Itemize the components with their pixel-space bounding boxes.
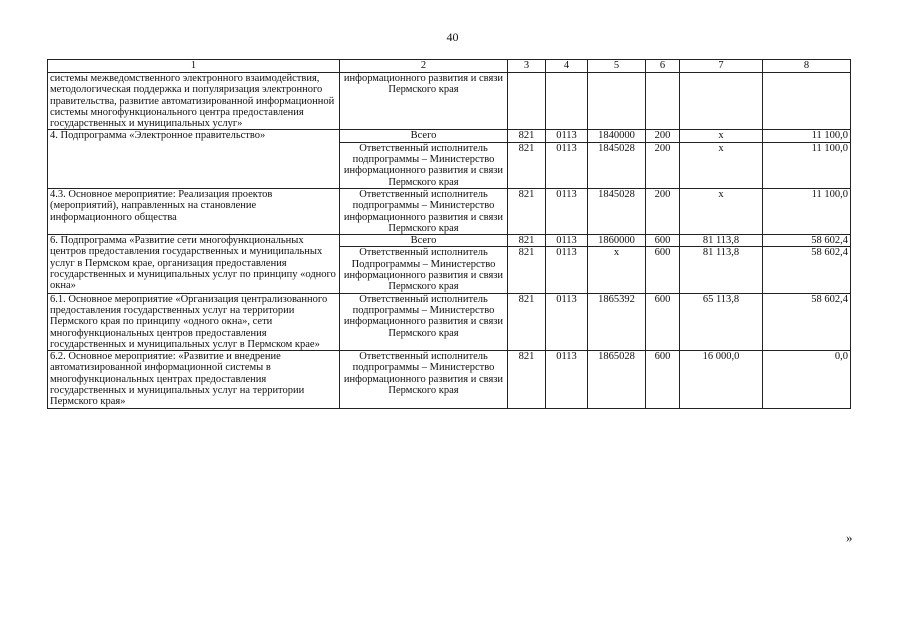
executor-cell: информационного развития и связи Пермского края [340, 73, 508, 130]
code-cell: х [588, 247, 646, 293]
measure-name-cell: 4.3. Основное мероприятие: Реализация проектов (мероприятий), направленных на становление информационного общества [48, 188, 340, 234]
empty-cell [763, 73, 851, 130]
code-cell: 1845028 [588, 142, 646, 188]
table-row [48, 130, 851, 142]
column-header: 6 [646, 60, 680, 73]
amount-cell: х [680, 142, 763, 188]
amount-cell: х [680, 188, 763, 234]
budget-table [47, 59, 851, 409]
column-header: 5 [588, 60, 646, 73]
code-cell: 821 [508, 142, 546, 188]
code-cell: 600 [646, 235, 680, 247]
code-cell: 600 [646, 351, 680, 408]
code-cell: 0113 [546, 247, 588, 293]
table-row [48, 235, 851, 247]
empty-cell [508, 73, 546, 130]
amount-cell: 65 113,8 [680, 293, 763, 350]
measure-name-cell: 6.2. Основное мероприятие: «Развитие и внедрение автоматизированной информационной системы в многофункциональных центрах предоставления государственных и муниципальных услуг на территории Пермского края» [48, 351, 340, 408]
code-cell: 1845028 [588, 188, 646, 234]
column-header: 3 [508, 60, 546, 73]
empty-cell [546, 73, 588, 130]
amount-cell: х [680, 130, 763, 142]
measure-name-cell: 4. Подпрограмма «Электронное правительство» [48, 130, 340, 188]
empty-cell [680, 73, 763, 130]
code-cell: 200 [646, 142, 680, 188]
amount-cell: 11 100,0 [763, 142, 851, 188]
executor-cell: Ответственный исполнитель подпрограммы – Министерство информационного развития и связи Пермского края [340, 293, 508, 350]
code-cell: 1865392 [588, 293, 646, 350]
code-cell: 0113 [546, 130, 588, 142]
code-cell: 0113 [546, 188, 588, 234]
table-row [48, 293, 851, 350]
code-cell: 821 [508, 293, 546, 350]
code-cell: 821 [508, 235, 546, 247]
code-cell: 1865028 [588, 351, 646, 408]
code-cell: 600 [646, 293, 680, 350]
code-cell: 200 [646, 130, 680, 142]
amount-cell: 81 113,8 [680, 247, 763, 293]
column-header: 2 [340, 60, 508, 73]
code-cell: 0113 [546, 351, 588, 408]
executor-cell: Ответственный исполнитель подпрограммы – Министерство информационного развития и связи Пермского края [340, 188, 508, 234]
executor-cell: Ответственный исполнитель Подпрограммы – Министерство информационного развития и связи Пермского края [340, 247, 508, 293]
code-cell: 0113 [546, 142, 588, 188]
header-row [48, 60, 851, 73]
amount-cell: 58 602,4 [763, 247, 851, 293]
column-header: 8 [763, 60, 851, 73]
code-cell: 821 [508, 351, 546, 408]
amount-cell: 81 113,8 [680, 235, 763, 247]
table-row [48, 351, 851, 408]
table-row [48, 73, 851, 130]
code-cell: 1860000 [588, 235, 646, 247]
empty-cell [588, 73, 646, 130]
executor-cell: Всего [340, 130, 508, 142]
column-header: 7 [680, 60, 763, 73]
code-cell: 821 [508, 130, 546, 142]
amount-cell: 58 602,4 [763, 235, 851, 247]
empty-cell [646, 73, 680, 130]
amount-cell: 0,0 [763, 351, 851, 408]
column-header: 4 [546, 60, 588, 73]
code-cell: 0113 [546, 235, 588, 247]
amount-cell: 11 100,0 [763, 188, 851, 234]
code-cell: 821 [508, 247, 546, 293]
code-cell: 200 [646, 188, 680, 234]
page-number: 40 [446, 30, 459, 44]
amount-cell: 58 602,4 [763, 293, 851, 350]
measure-name-cell: 6.1. Основное мероприятие «Организация централизованного предоставления государственных услуг на территории Пермского края по принципу «одного окна», сети многофункциональных центров предоставления государственных и муниципальных услуг в Пермском крае» [48, 293, 340, 350]
amount-cell: 11 100,0 [763, 130, 851, 142]
executor-cell: Ответственный исполнитель подпрограммы – Министерство информационного развития и связи Пермского края [340, 142, 508, 188]
executor-cell: Всего [340, 235, 508, 247]
executor-cell: Ответственный исполнитель подпрограммы – Министерство информационного развития и связи Пермского края [340, 351, 508, 408]
amount-cell: 16 000,0 [680, 351, 763, 408]
column-header: 1 [48, 60, 340, 73]
closing-quote: » [846, 530, 853, 545]
measure-name-cell: 6. Подпрограмма «Развитие сети многофункциональных центров предоставления государственных и муниципальных услуг в Пермском крае, организация предоставления государственных и муниципальных услуг по принципу «одного окна» [48, 235, 340, 293]
code-cell: 600 [646, 247, 680, 293]
code-cell: 821 [508, 188, 546, 234]
code-cell: 1840000 [588, 130, 646, 142]
measure-name-cell: системы межведомственного электронного взаимодействия, методологическая поддержка и популяризация электронного правительства, развитие автоматизированной информационной системы многофункционального центра предоставления государственных и муниципальных услуг» [48, 73, 340, 130]
code-cell: 0113 [546, 293, 588, 350]
table-row [48, 188, 851, 234]
